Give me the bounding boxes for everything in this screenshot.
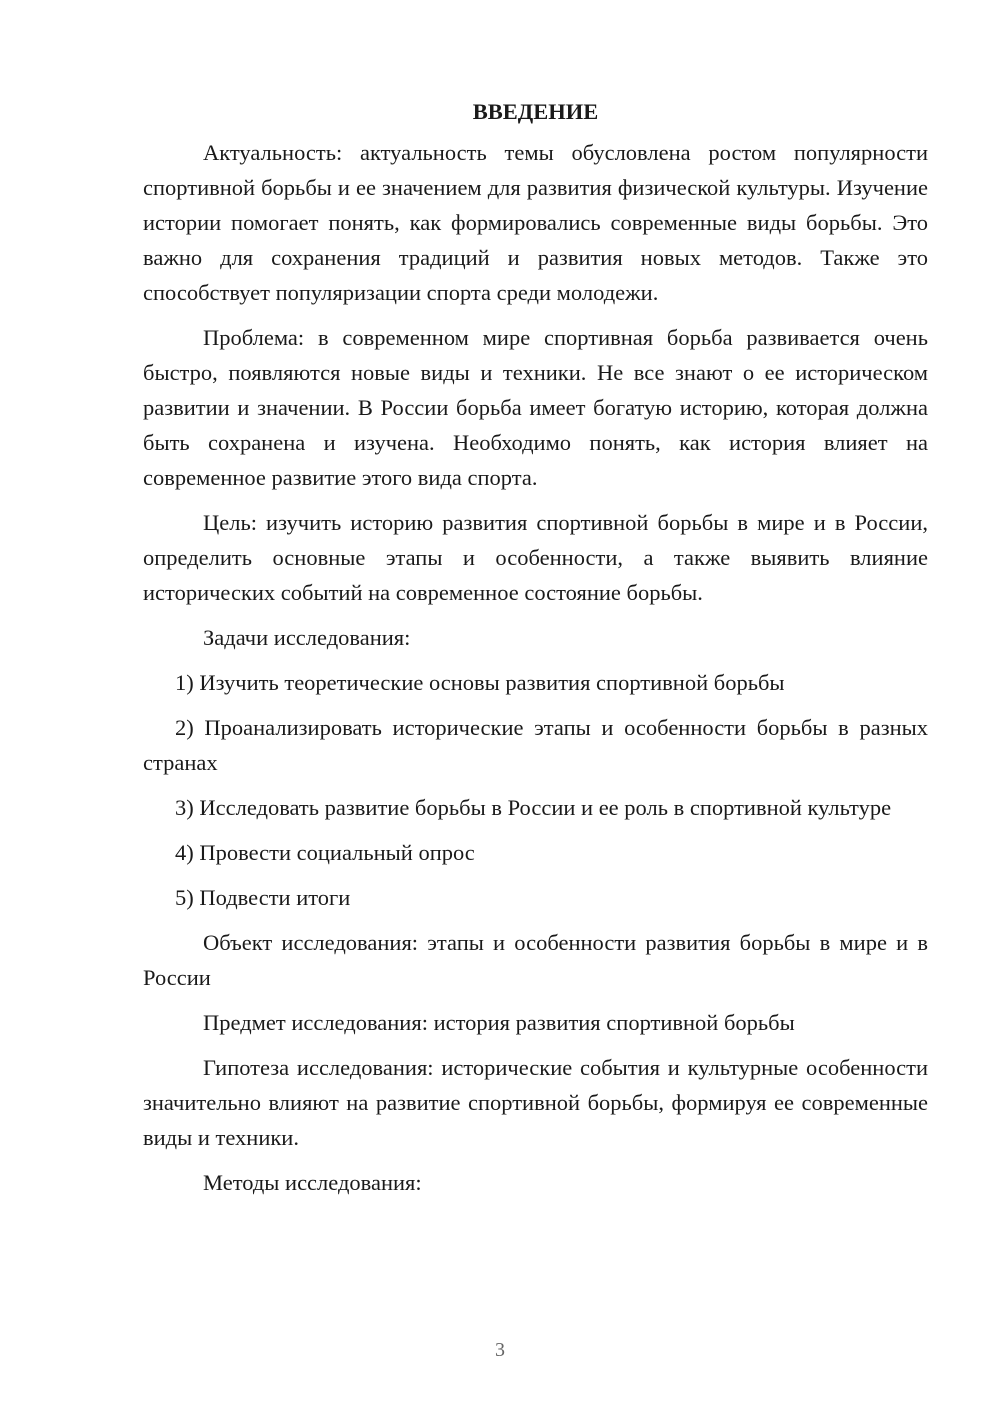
paragraph-problem: Проблема: в современном мире спортивная борьба развивается очень быстро, появляются новые виды и техники. Не все знают о ее историческом развитии и значении. В России борьба имеет богатую историю, которая должна быть сохранена и изучена. Необходимо понять, как история влияет на современное развитие этого вида спорта. <box>143 325 928 490</box>
paragraph-relevance: Актуальность: актуальность темы обусловлена ростом популярности спортивной борьбы и ее значением для развития физической культуры. Изучение истории помогает понять, как формировались современные виды борьбы. Это важно для сохранения традиций и развития новых методов. Также это способствует популяризации спорта среди молодежи. <box>143 140 928 305</box>
paragraph-hypothesis: Гипотеза исследования: исторические события и культурные особенности значительно влияют на развитие спортивной борьбы, формируя ее современные виды и техники. <box>143 1055 928 1150</box>
page-content <box>143 94 928 1210</box>
task-item-4: 4) Провести социальный опрос <box>175 840 475 865</box>
paragraph-goal: Цель: изучить историю развития спортивной борьбы в мире и в России, определить основные этапы и особенности, а также выявить влияние исторических событий на современное состояние борьбы. <box>143 510 928 605</box>
section-heading: ВВЕДЕНИЕ <box>472 99 599 124</box>
task-item-1: 1) Изучить теоретические основы развития спортивной борьбы <box>175 670 785 695</box>
task-item-3: 3) Исследовать развитие борьбы в России и ее роль в спортивной культуре <box>175 795 892 820</box>
page-number: 3 <box>495 1339 505 1361</box>
paragraph-tasks-title: Задачи исследования: <box>203 625 411 650</box>
paragraph-subject: Предмет исследования: история развития спортивной борьбы <box>203 1010 795 1035</box>
task-item-5: 5) Подвести итоги <box>175 885 351 910</box>
paragraph-methods: Методы исследования: <box>203 1170 422 1195</box>
task-item-2: 2) Проанализировать исторические этапы и особенности борьбы в разных странах <box>143 715 928 775</box>
paragraph-object: Объект исследования: этапы и особенности развития борьбы в мире и в России <box>143 930 928 990</box>
